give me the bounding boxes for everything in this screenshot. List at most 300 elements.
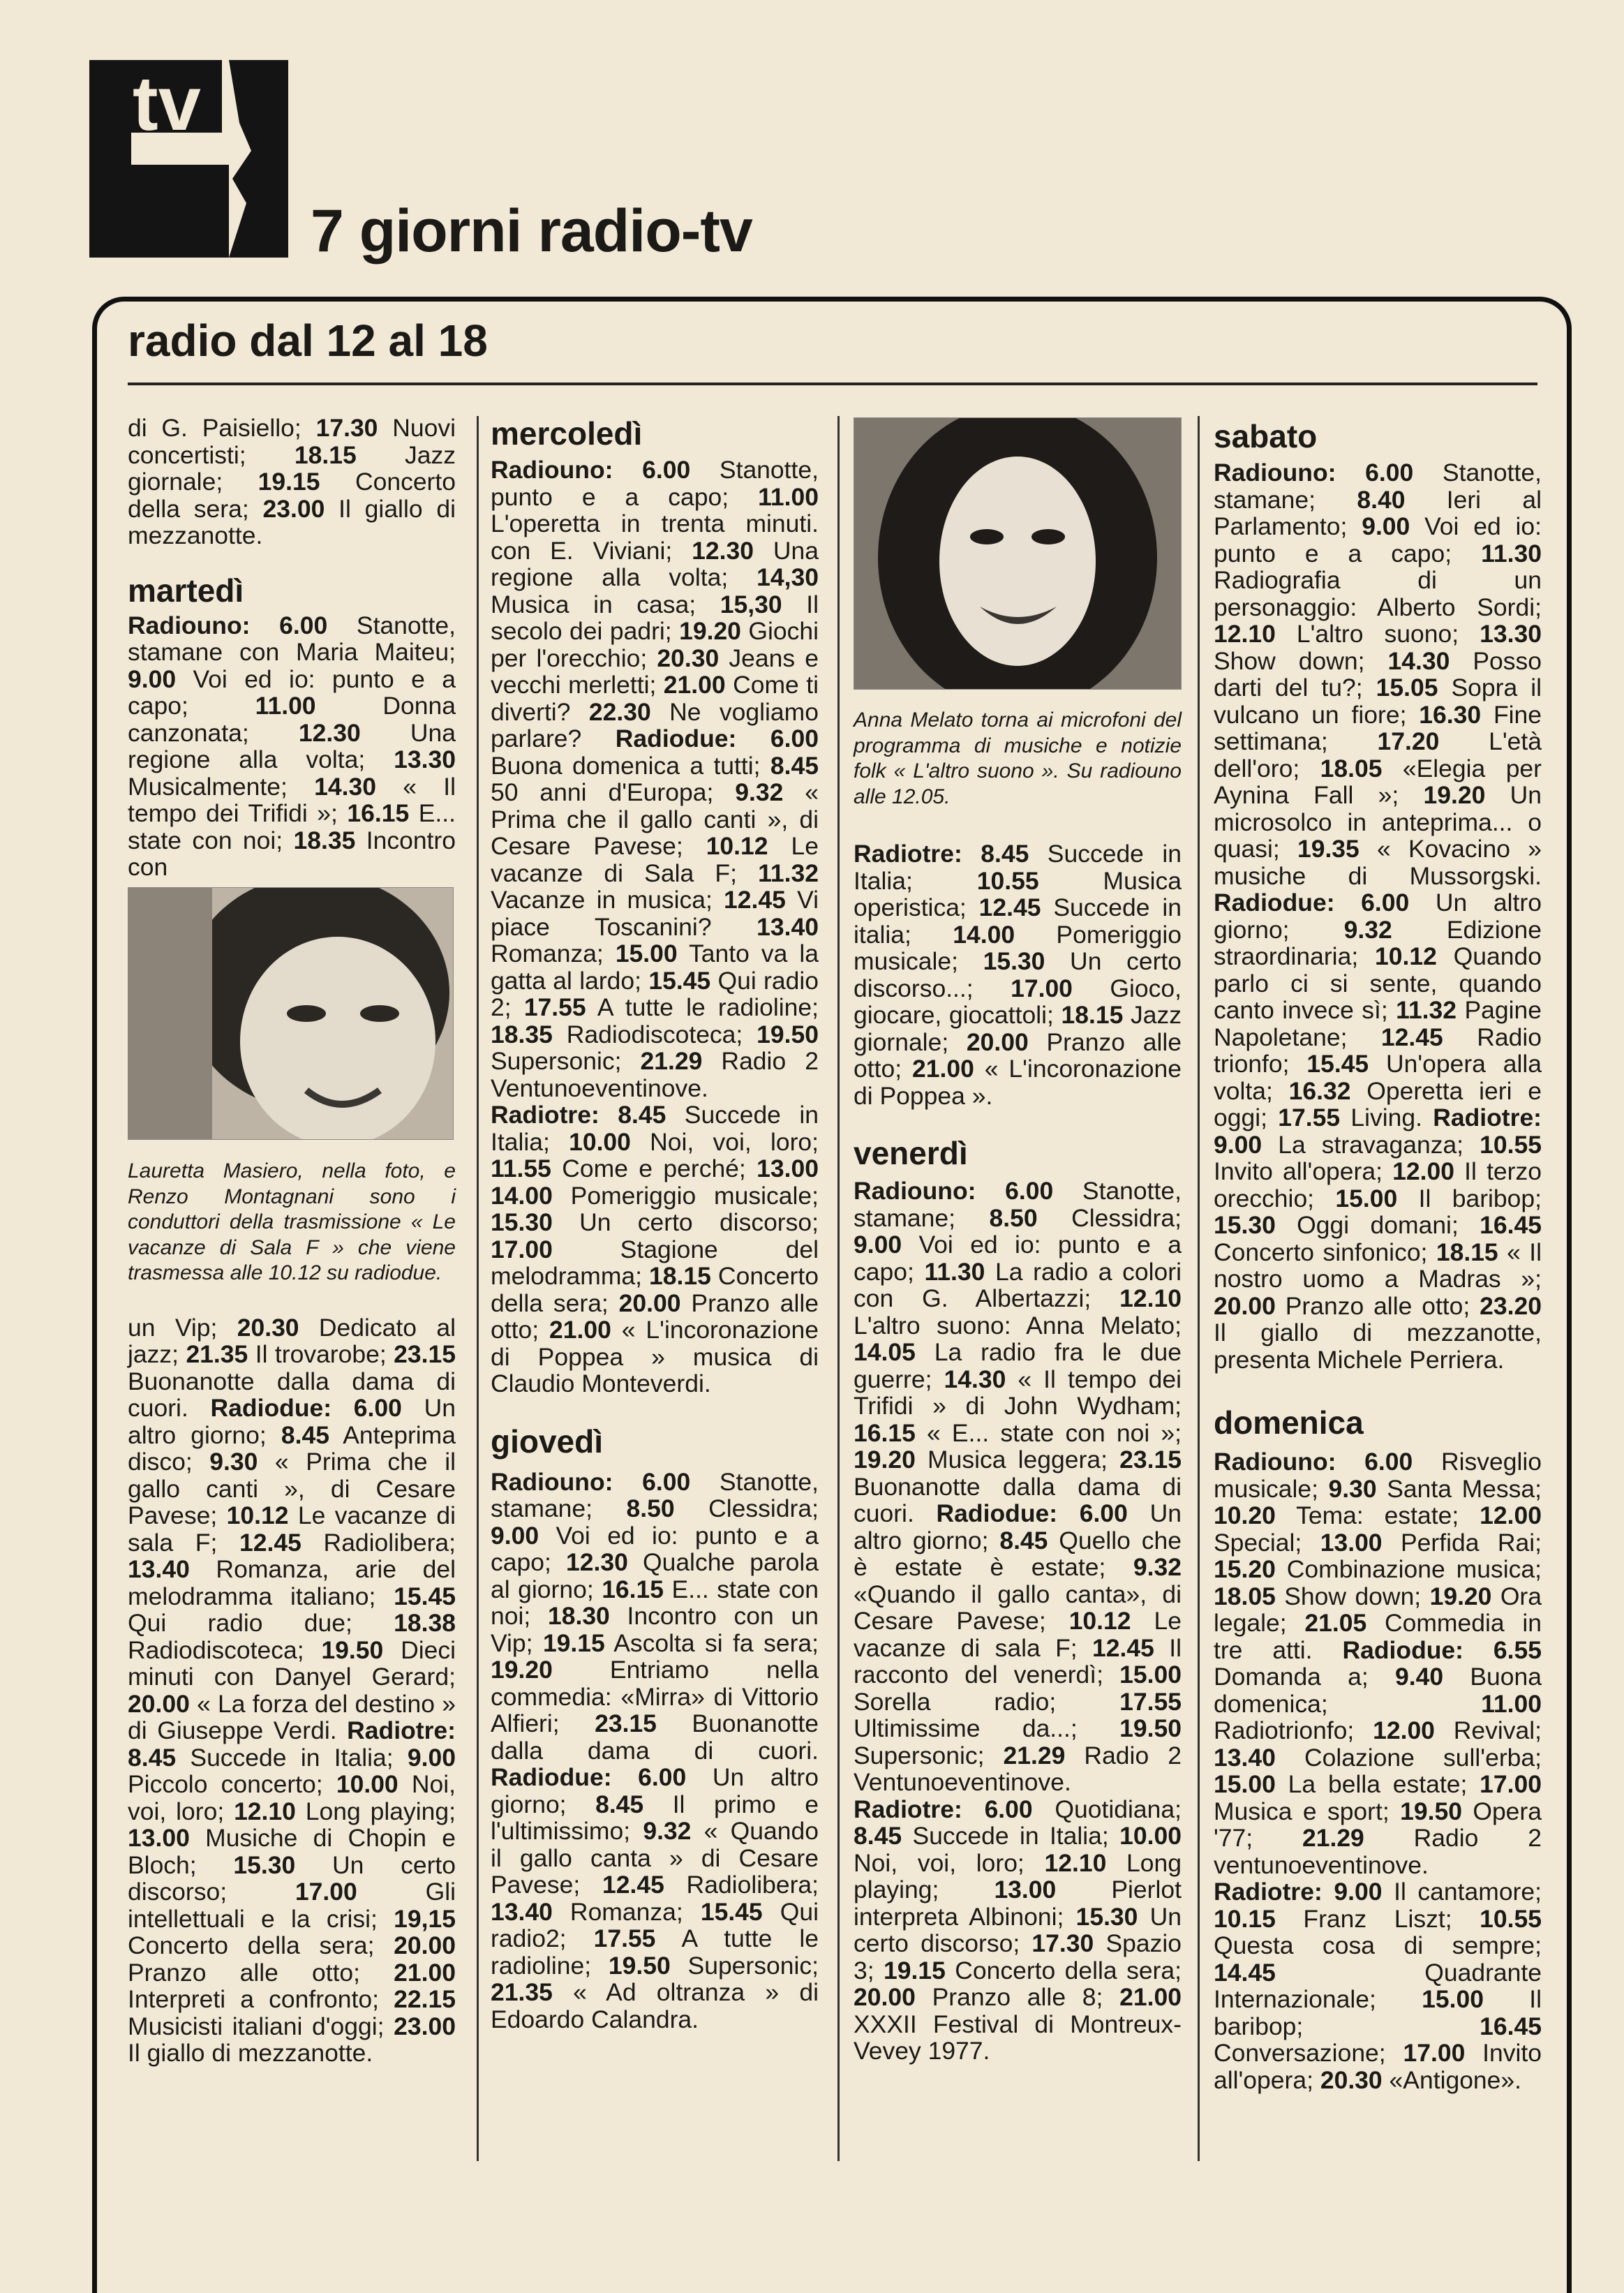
time-label: 11.00 [758, 482, 819, 511]
day-heading-friday: venerdì [854, 1135, 968, 1171]
time-label: 8.45 [770, 751, 819, 780]
program-text: « La forza del destino » di Giuseppe Verdi. [128, 1689, 456, 1744]
program-text: Noi, voi, loro; [630, 1127, 819, 1156]
time-label: 17.55 [1119, 1687, 1182, 1716]
program-text: Il giallo di mezzanotte. [128, 2039, 373, 2067]
program-text: Opera '77; [1214, 1797, 1542, 1852]
program-text: Un microsolco in anteprima... o quasi; [1214, 781, 1542, 863]
time-label: 16.30 [1419, 700, 1482, 729]
program-text: Succede in Italia; [491, 1101, 819, 1156]
program-text: Noi, voi, loro; [128, 1770, 456, 1825]
time-label: 15.45 [1306, 1050, 1369, 1078]
time-label: 12.45 [978, 893, 1041, 921]
program-text: Voi ed io: punto e a capo; [854, 1231, 1182, 1286]
program-text: Ultimissime da...; [854, 1714, 1120, 1742]
time-label: 19,15 [394, 1904, 456, 1933]
time-label: 23.00 [262, 494, 325, 523]
time-label: 12.30 [298, 718, 361, 747]
time-label: Radiouno: 6.00 [854, 1177, 1054, 1205]
program-text: Domanda a; [1214, 1663, 1396, 1691]
program-text: Le vacanze di sala F; [854, 1607, 1182, 1662]
program-text: Un altro giorno; [128, 1394, 456, 1449]
time-label: 14.30 [944, 1365, 1006, 1393]
program-text: Il baribop; [1214, 1985, 1542, 2040]
schedule-text [128, 1314, 456, 2067]
program-text: Musica e sport; [1214, 1797, 1401, 1825]
column-4 [1214, 420, 1542, 2093]
program-text: Il giallo di mezzanotte. [128, 494, 456, 549]
program-text: « Il tempo dei Trifidi » di John Wydham; [854, 1365, 1182, 1420]
time-label: 20.30 [657, 644, 720, 672]
time-label: 21.05 [1304, 1609, 1367, 1637]
time-label: 13.00 [128, 1824, 190, 1852]
time-label: 9.40 [1395, 1663, 1444, 1691]
time-label: 14.30 [1387, 646, 1450, 675]
program-text: 50 anni d'Europa; [491, 778, 736, 806]
time-label: 11.00 [1481, 1689, 1542, 1718]
program-text: Dieci minuti con Danyel Gerard; [128, 1635, 456, 1691]
time-label: 9.32 [643, 1817, 692, 1845]
program-text: Sopra il vulcano un fiore; [1214, 674, 1542, 729]
time-label: 17.30 [315, 414, 378, 442]
program-text: Ne vogliamo parlare? [491, 697, 819, 752]
time-label: 12.00 [1392, 1157, 1454, 1185]
program-text: « Prima che il gallo canti », di Cesare Pavese; [491, 778, 819, 860]
program-text: Special; [1214, 1528, 1320, 1557]
time-label: 13.40 [757, 912, 819, 941]
column-divider-2 [837, 416, 840, 2161]
program-text: Dedicato al jazz; [128, 1313, 456, 1368]
time-label: 10.12 [706, 832, 768, 860]
time-label: 12.30 [692, 536, 754, 565]
program-text: « Il tempo dei Trifidi »; [128, 772, 456, 827]
time-label: 19.20 [679, 617, 741, 645]
program-text: Il racconto del venerdì; [854, 1633, 1182, 1689]
program-text: Long playing; [854, 1848, 1182, 1904]
time-label: 8.40 [1357, 485, 1406, 514]
program-text: Vi piace Toscanini? [491, 886, 819, 941]
time-label: 19.15 [542, 1628, 605, 1657]
time-label: 18.30 [547, 1602, 610, 1630]
program-text: Succede in italia; [854, 893, 1182, 949]
program-text: Pranzo alle otto; [491, 1289, 819, 1344]
time-label: 18.15 [1436, 1238, 1498, 1266]
program-text: Ascolta si fa sera; [604, 1628, 819, 1657]
photo-caption: Lauretta Masiero, nella foto, e Renzo Montagnani sono i conduttori della trasmissione « Le vacanze di Sala F » che viene trasmessa alle 10.12 su radiodue. [128, 1159, 456, 1284]
time-label: 22.30 [588, 697, 651, 726]
time-label: Radiotre: 8.45 [128, 1716, 456, 1772]
time-label: 18.35 [491, 1020, 553, 1048]
time-label: 19.50 [1119, 1714, 1182, 1742]
program-text: Pranzo alle otto; [1275, 1291, 1480, 1320]
program-text: Un certo discorso; [128, 1850, 456, 1906]
program-text: Piccolo concerto; [128, 1770, 336, 1798]
time-label: 20.30 [237, 1313, 299, 1342]
time-label: 17.00 [1403, 2039, 1466, 2067]
time-label: 19.50 [757, 1020, 819, 1048]
program-text: « E... state con noi »; [915, 1418, 1182, 1447]
time-label: 13.30 [394, 745, 456, 773]
time-label: 11.32 [1396, 996, 1457, 1024]
program-text: A tutte le radioline; [491, 1924, 819, 1980]
program-text: Stagione del melodramma; [491, 1235, 819, 1290]
program-text: Questa cosa di sempre; [1214, 1931, 1542, 1959]
time-label: 11.30 [1481, 539, 1542, 567]
time-label: 20.00 [854, 1983, 916, 2011]
program-text: « Il nostro uomo a Madras »; [1214, 1238, 1542, 1293]
time-label: 10.55 [1480, 1904, 1542, 1933]
program-text: Operetta ieri e oggi; [1214, 1076, 1542, 1131]
program-text: Voi ed io: punto e a capo; [128, 665, 456, 720]
program-text: Pagine Napoletane; [1214, 996, 1542, 1051]
schedule-text [1214, 1448, 1542, 2093]
day-heading-wednesday: mercoledì [491, 415, 643, 452]
time-label: 10.12 [1375, 942, 1437, 970]
time-label: 21.00 [549, 1316, 611, 1344]
time-label: 10.00 [569, 1127, 631, 1156]
time-label: 23.20 [1480, 1291, 1542, 1320]
program-text: Quotidiana; [1032, 1795, 1182, 1823]
program-text: Giochi per l'orecchio; [491, 617, 819, 672]
program-text: L'operetta in trenta minuti. con E. Viviani; [491, 510, 819, 565]
time-label: 21.35 [186, 1340, 248, 1368]
time-label: Radiouno: 6.00 [491, 1467, 691, 1496]
program-text: Le vacanze di Sala F; [491, 832, 819, 887]
time-label: 12.45 [724, 886, 786, 914]
time-label: 15.00 [1422, 1985, 1484, 2013]
program-text: A tutte le radioline; [586, 993, 819, 1021]
time-label: 16.45 [1480, 1211, 1542, 1239]
time-label: 14.00 [953, 920, 1015, 949]
program-text: Come e perché; [551, 1155, 757, 1182]
schedule-text [128, 612, 456, 881]
program-text: Concerto della sera; [128, 1931, 394, 1959]
schedule-text [1214, 459, 1542, 1373]
time-label: 9.00 [491, 1521, 539, 1550]
time-label: 21.00 [912, 1055, 974, 1083]
time-label: 15.30 [233, 1850, 296, 1879]
time-label: 17.00 [1011, 974, 1073, 1002]
program-text: Combinazione musica; [1275, 1555, 1542, 1583]
program-text: Concerto della sera; [945, 1956, 1182, 1984]
program-text: Ora legale; [1214, 1582, 1542, 1637]
time-label: 17.55 [523, 993, 586, 1021]
day-heading-saturday: sabato [1214, 418, 1318, 454]
time-label: 12.45 [1380, 1023, 1443, 1051]
time-label: 9.32 [1133, 1553, 1182, 1581]
program-text: Musicalmente; [128, 772, 315, 801]
time-label: 15.30 [983, 947, 1045, 975]
program-text: La stravaganza; [1262, 1130, 1480, 1159]
program-text: Musica operistica; [854, 866, 1182, 921]
time-label: 16.15 [347, 799, 410, 827]
time-label: 13.40 [128, 1555, 190, 1583]
time-label: 8.50 [989, 1203, 1038, 1232]
time-label: 17.55 [593, 1924, 656, 1952]
program-text: Supersonic; [670, 1951, 819, 1980]
schedule-text [854, 840, 1182, 1109]
program-text: Le vacanze di sala F; [128, 1501, 456, 1557]
program-text: Qui radio 2; [491, 966, 819, 1021]
program-text: Donna canzonata; [128, 692, 456, 747]
program-text: Edizione straordinaria; [1214, 915, 1542, 970]
program-text: Radiodiscoteca; [552, 1020, 757, 1048]
time-label: 12.10 [1214, 620, 1276, 648]
time-label: 12.30 [565, 1548, 628, 1576]
schedule-text [491, 1469, 819, 2033]
time-label: 19.20 [854, 1446, 916, 1474]
time-label: 16.45 [1480, 2012, 1542, 2040]
program-text: Clessidra; [674, 1494, 819, 1522]
program-text: La bella estate; [1275, 1770, 1480, 1798]
program-text: Succede in Italia; [176, 1743, 408, 1772]
program-text: Buona domenica; [1214, 1663, 1542, 1718]
time-label: 11.55 [491, 1155, 551, 1182]
program-text: Un certo discorso...; [854, 947, 1182, 1002]
program-text: Clessidra; [1037, 1203, 1182, 1232]
program-text: Musiche di Chopin e Bloch; [128, 1824, 456, 1879]
logo-letter-t: tv [133, 61, 201, 147]
time-label: 12.10 [234, 1797, 296, 1825]
program-text: Stanotte, stamane con Maria Maiteu; [128, 611, 456, 666]
time-label: 23.15 [394, 1340, 456, 1368]
schedule-text [854, 1178, 1182, 2065]
program-text: XXXII Festival di Montreux-Vevey 1977. [854, 2010, 1182, 2065]
program-text: di G. Paisiello; [128, 414, 316, 442]
time-label: 17.20 [1377, 727, 1440, 755]
time-label: 15.45 [394, 1582, 456, 1610]
program-text: L'altro suono; [1275, 620, 1480, 648]
program-text: Supersonic; [491, 1047, 641, 1075]
time-label: 12.00 [1373, 1716, 1435, 1744]
time-label: 20.00 [1214, 1291, 1276, 1320]
program-text: Un certo discorso; [854, 1902, 1182, 1957]
time-label: 12.45 [1092, 1633, 1154, 1662]
program-text: Pomeriggio musicale; [552, 1181, 819, 1210]
program-text: «Quando il gallo canta», di Cesare Pavese; [854, 1580, 1182, 1635]
program-text: Un'opera alla volta; [1214, 1050, 1542, 1105]
program-text: Living. [1340, 1104, 1433, 1131]
program-text: un Vip; [128, 1313, 237, 1342]
program-text: Il baribop; [1397, 1184, 1542, 1212]
program-text: E... state con noi; [128, 799, 456, 854]
program-text: Un altro giorno; [491, 1763, 819, 1818]
time-label: 10.55 [976, 866, 1039, 895]
time-label: 10.20 [1214, 1501, 1276, 1529]
program-text: Jazz giornale; [128, 440, 456, 496]
program-text: Il giallo di mezzanotte, presenta Michele Perriera. [1214, 1319, 1542, 1374]
time-label: 12.45 [602, 1871, 664, 1899]
day-heading-sunday: domenica [1214, 1404, 1364, 1441]
time-label: Radiodue: 6.00 [491, 1763, 687, 1791]
time-label: 15.00 [1214, 1770, 1276, 1798]
program-text: Radiolibera; [664, 1871, 819, 1899]
program-text: Il trovarobe; [248, 1340, 394, 1368]
program-text: « L'incoronazione di Poppea » musica di Claudio Monteverdi. [491, 1316, 819, 1397]
time-label: 10.12 [1068, 1607, 1131, 1635]
time-label: Radiotre: 8.45 [854, 840, 1029, 868]
time-label: 16.15 [602, 1575, 664, 1603]
program-text: Long playing; [295, 1797, 456, 1825]
time-label: 9.30 [209, 1448, 258, 1476]
program-text: Invito all'opera; [1214, 1157, 1393, 1185]
program-text: Buonanotte dalla dama di cuori. [491, 1709, 819, 1765]
program-text: Pomeriggio musicale; [854, 920, 1182, 975]
time-label: 9.32 [1343, 915, 1392, 944]
program-text: Gli intellettuali e la crisi; [128, 1878, 456, 1933]
time-label: Radiotre: 9.00 [1214, 1878, 1383, 1906]
program-text: Un altro giorno; [1214, 889, 1542, 944]
time-label: 19.50 [1400, 1797, 1462, 1825]
program-text: Nuovi concertisti; [128, 414, 456, 469]
time-label: 18.35 [293, 826, 356, 854]
program-text: Voi ed io: punto e a capo; [491, 1521, 819, 1576]
column-1-lower [128, 1159, 456, 2067]
title-divider [128, 383, 1537, 385]
program-text: L'altro suono: Anna Melato; [854, 1311, 1182, 1340]
program-text: Radio 2 Ventunoeventinove. [491, 1047, 819, 1102]
program-text: Gioco, giocare, giocattoli; [854, 974, 1182, 1029]
time-label: 15.00 [615, 940, 678, 967]
program-text: Colazione sull'erba; [1275, 1743, 1542, 1772]
program-text: Pranzo alle 8; [915, 1983, 1120, 2011]
program-text: Sorella radio; [854, 1687, 1120, 1716]
program-text: Noi, voi, loro; [854, 1848, 1045, 1877]
time-label: Radiouno: 6.00 [491, 456, 691, 484]
program-text: Vacanze in musica; [491, 886, 724, 914]
schedule-text [491, 457, 819, 1397]
program-text: Stanotte, stamane; [854, 1177, 1182, 1232]
time-label: 10.12 [226, 1501, 289, 1529]
program-text: Revival; [1434, 1716, 1542, 1744]
time-label: 18.15 [649, 1262, 711, 1290]
time-label: 15.30 [1075, 1902, 1138, 1931]
program-text: Spazio 3; [854, 1929, 1182, 1984]
time-label: Radiouno: 6.00 [128, 611, 328, 639]
time-label: Radiouno: 6.00 [1214, 459, 1414, 487]
time-label: Radiodue: 6.00 [1214, 889, 1410, 917]
time-label: 9.30 [1328, 1474, 1377, 1503]
time-label: 16.15 [854, 1418, 916, 1447]
program-text: Romanza; [552, 1897, 701, 1926]
time-label: Radiodue: 6.00 [210, 1394, 402, 1422]
column-1 [128, 415, 456, 881]
program-text: Qualche parola al giorno; [491, 1548, 819, 1603]
program-text: « L'incoronazione di Poppea ». [854, 1055, 1182, 1110]
time-label: Radiodue: 6.00 [615, 725, 819, 752]
program-text: Pranzo alle otto; [854, 1027, 1182, 1083]
time-label: 13.40 [1214, 1743, 1276, 1772]
time-label: 19.35 [1297, 835, 1359, 863]
time-label: 9.00 [128, 665, 177, 693]
time-label: 9.00 [407, 1743, 456, 1772]
time-label: Radiotre: 9.00 [1214, 1104, 1542, 1159]
program-text: Come ti diverti? [491, 671, 819, 726]
program-text: « Quando il gallo canta » di Cesare Pavese; [491, 1817, 819, 1899]
program-text: E... state con noi; [491, 1575, 819, 1630]
time-label: 21.00 [663, 671, 726, 699]
day-heading-tuesday: martedì [128, 572, 244, 609]
time-label: 9.32 [735, 778, 784, 806]
column-2 [491, 417, 819, 2033]
time-label: 18.38 [394, 1609, 456, 1637]
program-text: «Elegia per Aynina Fall »; [1214, 754, 1542, 809]
program-text: Succede in Italia; [902, 1822, 1120, 1850]
time-label: 11.32 [758, 859, 819, 887]
time-label: 19.20 [1423, 781, 1486, 809]
program-text: « Kovacino » musiche di Mussorgski. [1214, 835, 1542, 890]
program-text: Jeans e vecchi merletti; [491, 644, 819, 699]
time-label: 14,30 [757, 563, 819, 591]
time-label: 21.00 [1119, 1983, 1182, 2011]
time-label: 13.00 [1320, 1528, 1383, 1557]
program-text: Oggi domani; [1275, 1211, 1480, 1239]
program-text: Tanto va la gatta al lardo; [491, 940, 819, 995]
program-text: Il primo e l'ultimissimo; [491, 1790, 819, 1845]
column-divider-1 [477, 416, 479, 2161]
time-label: 23.15 [1119, 1446, 1182, 1474]
time-label: 15.00 [1119, 1661, 1182, 1689]
time-label: Radiouno: 6.00 [1214, 1448, 1413, 1476]
program-text: «Antigone». [1382, 2065, 1522, 2094]
program-text: Quello che è estate è estate; [854, 1526, 1182, 1581]
time-label: 12.45 [239, 1528, 301, 1557]
time-label: 14.05 [854, 1338, 916, 1366]
program-text: Posso darti del tu?; [1214, 646, 1542, 702]
time-label: 17.00 [1480, 1770, 1542, 1798]
time-label: 15.45 [648, 966, 711, 995]
program-text: Risveglio musicale; [1214, 1448, 1542, 1503]
time-label: 13.00 14.00 [491, 1155, 819, 1210]
program-text: L'età dell'oro; [1214, 727, 1542, 782]
program-text: La radio fra le due guerre; [854, 1338, 1182, 1393]
time-label: 15.30 [491, 1208, 553, 1236]
column-3 [854, 708, 1182, 2065]
time-label: 19.50 [321, 1635, 384, 1664]
program-text: Buonanotte dalla dama di cuori. [128, 1367, 456, 1422]
time-label: 14.45 [1214, 1958, 1276, 1987]
time-label: 17.30 [1031, 1929, 1094, 1957]
time-label: 9.00 [1362, 512, 1410, 540]
time-label: 16.32 [1288, 1076, 1351, 1105]
program-text: La radio a colori con G. Albertazzi; [854, 1257, 1182, 1312]
program-text: Tema: estate; [1275, 1501, 1480, 1529]
time-label: 15.45 [700, 1897, 763, 1926]
time-label: 15.30 [1214, 1211, 1276, 1239]
program-text: Concerto sinfonico; [1214, 1238, 1436, 1266]
time-label: 8.45 [595, 1790, 644, 1818]
photo-anna-melato [854, 417, 1182, 690]
tv-logo [89, 60, 288, 258]
time-label: 19.15 [884, 1956, 946, 1984]
program-text: Radio trionfo; [1214, 1023, 1542, 1078]
time-label: 10.55 [1480, 1130, 1542, 1159]
time-label: Radiotre: 8.45 [491, 1101, 666, 1129]
time-label: 20.30 [1320, 2065, 1383, 2094]
program-text: Radiolibera; [301, 1528, 456, 1557]
schedule-text [128, 415, 456, 549]
time-label: 19.20 [1429, 1582, 1492, 1610]
program-text: Il terzo orecchio; [1214, 1157, 1542, 1212]
program-text: Concerto della sera; [491, 1262, 819, 1317]
program-text: Musica leggera; [915, 1446, 1120, 1474]
program-text: Invito all'opera; [1214, 2039, 1542, 2094]
program-text: Stanotte, punto e a capo; [491, 456, 819, 511]
program-text: Radio 2 ventunoeventinove. [1214, 1824, 1542, 1879]
program-text: Show down; [1275, 1582, 1430, 1610]
program-text: Concerto della sera; [128, 468, 456, 523]
time-label: 18.05 [1214, 1582, 1276, 1610]
